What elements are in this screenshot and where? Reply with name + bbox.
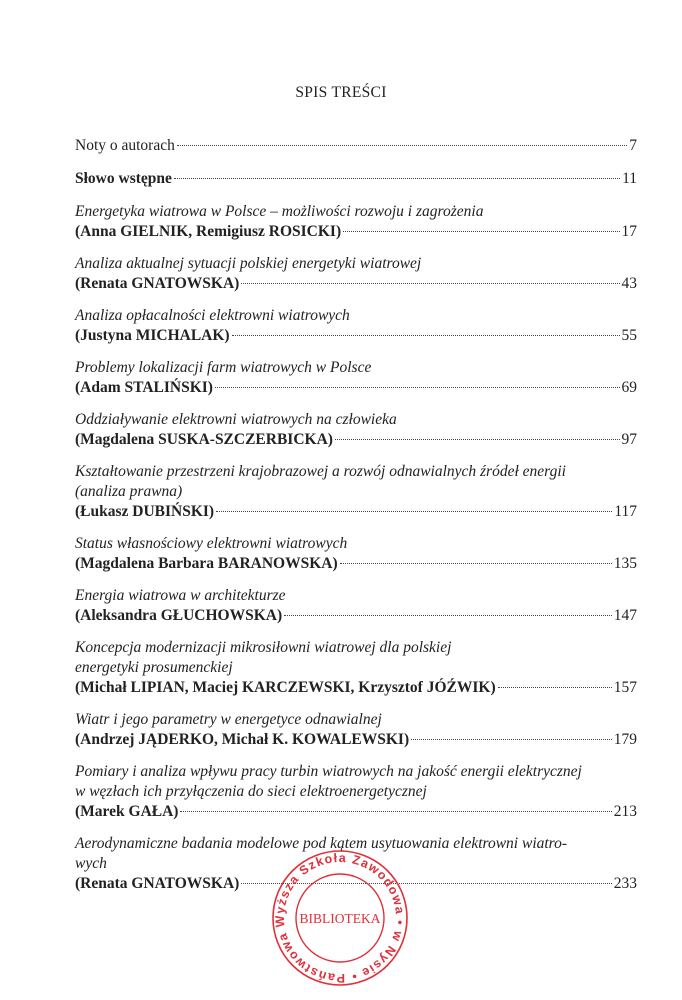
page-number: 11 xyxy=(622,170,637,187)
entry-title: Problemy lokalizacji farm wiatrowych w Polsce xyxy=(75,359,372,376)
page-number: 7 xyxy=(629,137,637,154)
dot-leader xyxy=(180,811,611,812)
toc-entry xyxy=(75,202,637,242)
toc-row xyxy=(75,802,637,822)
page-number: 43 xyxy=(621,275,637,292)
entry-title: Analiza aktualnej sytuacji polskiej energetyki wiatrowej xyxy=(75,255,422,272)
entry-label: (Łukasz DUBIŃSKI) xyxy=(75,503,215,520)
dot-leader xyxy=(232,335,620,336)
entry-label: (Adam STALIŃSKI) xyxy=(75,379,213,396)
page-number: 69 xyxy=(621,379,637,396)
entry-title: Koncepcja modernizacji mikrosiłowni wiatrowej dla polskiej xyxy=(75,639,452,656)
page-number: 55 xyxy=(621,327,637,344)
page-number: 147 xyxy=(613,607,637,624)
toc-row xyxy=(75,222,637,242)
entry-label: (Aleksandra GŁUCHOWSKA) xyxy=(75,607,283,624)
svg-text:BIBLIOTEKA: BIBLIOTEKA xyxy=(299,911,381,926)
page-number: 233 xyxy=(613,875,637,892)
entry-label: (Michał LIPIAN, Maciej KARCZEWSKI, Krzysztof JÓŹWIK) xyxy=(75,679,496,696)
toc-row xyxy=(75,502,637,522)
entry-label: (Justyna MICHALAK) xyxy=(75,327,230,344)
entry-title: Pomiary i analiza wpływu pracy turbin wiatrowych na jakość energii elektrycznej xyxy=(75,763,582,780)
dot-leader xyxy=(498,687,612,688)
entry-title: Energia wiatrowa w architekturze xyxy=(75,587,286,604)
page-number: 213 xyxy=(613,803,637,820)
toc-entry xyxy=(75,136,637,156)
entry-title: Wiatr i jego parametry w energetyce odnawialnej xyxy=(75,711,382,728)
dot-leader xyxy=(411,739,612,740)
page-number: 135 xyxy=(613,555,637,572)
toc-row xyxy=(75,378,637,398)
page-number: 97 xyxy=(621,431,637,448)
entry-label: Noty o autorach xyxy=(75,137,175,154)
page-number: 157 xyxy=(613,679,637,696)
toc-row xyxy=(75,554,637,574)
dot-leader xyxy=(343,231,619,232)
entry-title: wych xyxy=(75,855,107,872)
entry-title: Aerodynamiczne badania modelowe pod kątem usytuowania elektrowni wiatro- xyxy=(75,835,568,852)
page-number: 179 xyxy=(613,731,637,748)
toc-row xyxy=(75,274,637,294)
dot-leader xyxy=(284,615,612,616)
dot-leader xyxy=(241,283,619,284)
entry-title: Analiza opłacalności elektrowni wiatrowych xyxy=(75,307,350,324)
entry-label: (Magdalena SUSKA-SZCZERBICKA) xyxy=(75,431,333,448)
toc-row xyxy=(75,730,637,750)
entry-title: (analiza prawna) xyxy=(75,483,183,500)
entry-title: Energetyka wiatrowa w Polsce – możliwości rozwoju i zagrożenia xyxy=(75,203,484,220)
entry-title: Status własnościowy elektrowni wiatrowych xyxy=(75,535,348,552)
entry-title: w węzłach ich przyłączenia do sieci elektroenergetycznej xyxy=(75,783,427,800)
toc-row xyxy=(75,606,637,626)
dot-leader xyxy=(335,439,620,440)
toc-entry xyxy=(75,254,637,294)
page-number: 117 xyxy=(614,503,637,520)
toc-entry xyxy=(75,358,637,398)
entry-title: Oddziaływanie elektrowni wiatrowych na człowieka xyxy=(75,411,397,428)
dot-leader xyxy=(174,178,620,179)
toc-entry xyxy=(75,638,637,698)
entry-label: (Renata GNATOWSKA) xyxy=(75,275,240,292)
entry-label: (Magdalena Barbara BARANOWSKA) xyxy=(75,555,338,572)
table-of-contents xyxy=(75,136,637,906)
toc-row xyxy=(75,136,637,156)
toc-row xyxy=(75,169,637,189)
dot-leader xyxy=(216,511,612,512)
dot-leader xyxy=(340,563,612,564)
entry-title: energetyki prosumenckiej xyxy=(75,659,233,676)
toc-entry xyxy=(75,462,637,522)
entry-label: (Marek GAŁA) xyxy=(75,803,179,820)
toc-row xyxy=(75,326,637,346)
toc-entry xyxy=(75,306,637,346)
toc-row xyxy=(75,678,637,698)
page-title: SPIS TREŚCI xyxy=(295,84,387,101)
dot-leader xyxy=(215,387,620,388)
toc-entry xyxy=(75,710,637,750)
entry-label: (Anna GIELNIK, Remigiusz ROSICKI) xyxy=(75,223,342,240)
dot-leader xyxy=(177,145,627,146)
page-number: 17 xyxy=(621,223,637,240)
toc-entry xyxy=(75,169,637,189)
entry-label: Słowo wstępne xyxy=(75,170,172,187)
svg-text:Państwowa Wyższa Szkoła Zawodo: Państwowa Wyższa Szkoła Zawodowa • w Nysie • xyxy=(272,850,408,986)
entry-title: Kształtowanie przestrzeni krajobrazowej a rozwój odnawialnych źródeł energii xyxy=(75,463,566,480)
library-stamp xyxy=(270,848,410,988)
toc-entry xyxy=(75,586,637,626)
entry-label: (Renata GNATOWSKA) xyxy=(75,875,240,892)
entry-label: (Andrzej JĄDERKO, Michał K. KOWALEWSKI) xyxy=(75,731,410,748)
toc-entry xyxy=(75,762,637,822)
toc-entry xyxy=(75,534,637,574)
toc-row xyxy=(75,430,637,450)
toc-entry xyxy=(75,410,637,450)
